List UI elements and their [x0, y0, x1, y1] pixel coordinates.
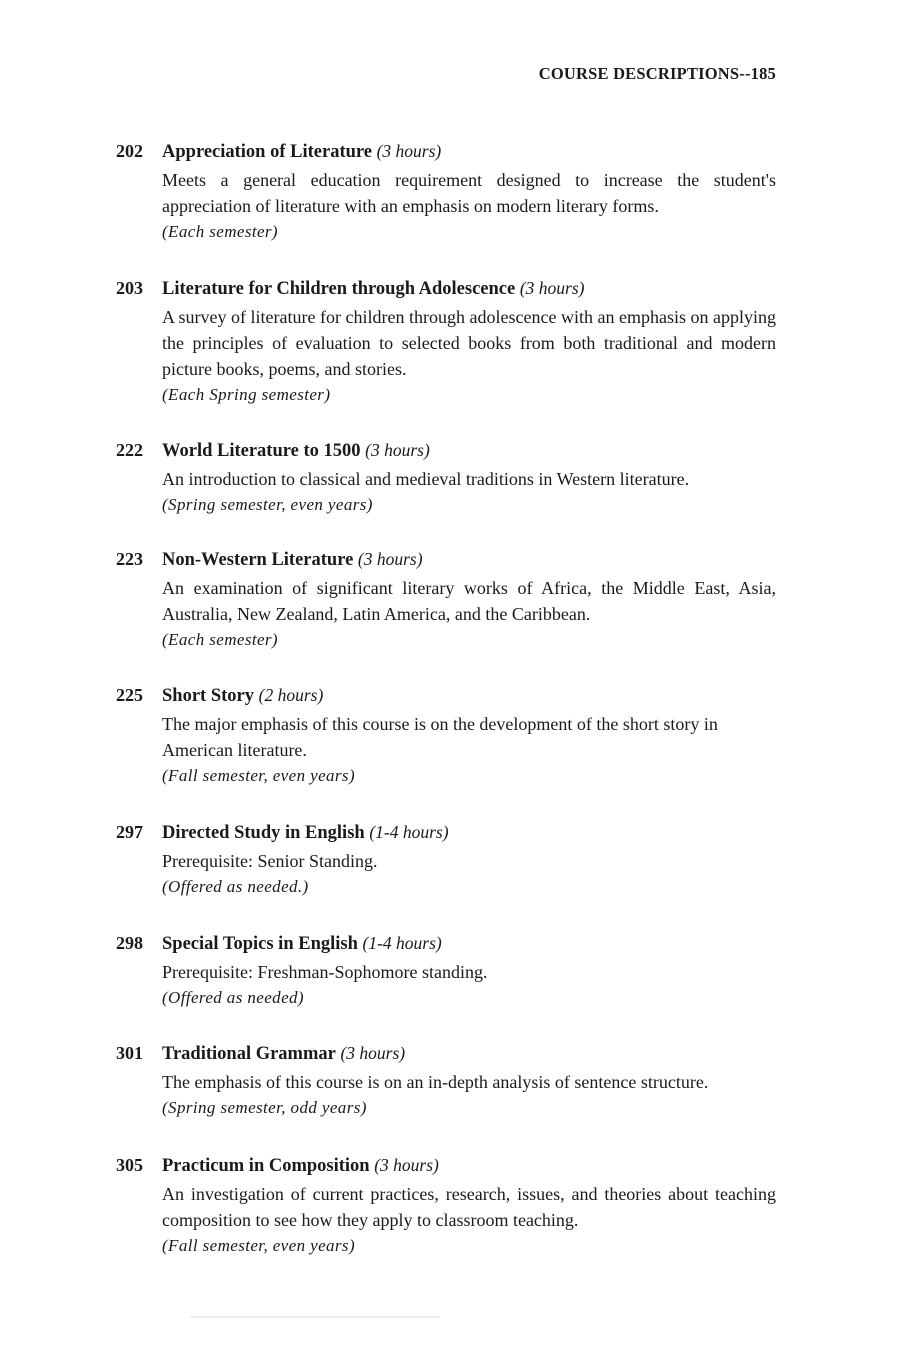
course-number: 223	[116, 549, 143, 569]
course-body	[162, 575, 776, 653]
course-schedule: (Spring semester, even years)	[162, 495, 373, 514]
course-description: The emphasis of this course is on an in-depth analysis of sentence structure.	[162, 1072, 709, 1092]
course-body	[162, 959, 776, 1011]
course-number: 225	[116, 685, 143, 705]
course-description: An examination of significant literary works of Africa, the Middle East, Asia, Australia, New Zealand, Latin America, and the Caribbean.	[162, 578, 776, 624]
course-hours: (3 hours)	[519, 278, 585, 298]
course-schedule: (Fall semester, even years)	[162, 766, 356, 785]
course-heading	[162, 440, 430, 462]
course-heading	[162, 1043, 405, 1065]
course-body	[162, 304, 776, 408]
course-number: 202	[116, 141, 143, 161]
course-heading	[162, 278, 584, 300]
page-header: COURSE DESCRIPTIONS--185	[538, 64, 776, 83]
course-title: Short Story	[162, 686, 254, 706]
course-heading	[162, 549, 423, 571]
course-heading	[162, 933, 442, 955]
course-body	[162, 466, 776, 518]
course-schedule: (Each Spring semester)	[162, 385, 331, 404]
course-hours: (3 hours)	[340, 1043, 406, 1063]
course-description: An investigation of current practices, research, issues, and theories about teaching composition to see how they apply to classroom teaching.	[162, 1184, 776, 1230]
course-description: Prerequisite: Senior Standing.	[162, 851, 378, 871]
course-number: 203	[116, 278, 143, 298]
course-schedule: (Offered as needed.)	[162, 877, 309, 896]
course-title: Practicum in Composition	[162, 1156, 370, 1176]
course-description: A survey of literature for children through adolescence with an emphasis on applying the principles of evaluation to selected books from both traditional and modern picture books, poems, and stories.	[162, 307, 776, 379]
course-title: Appreciation of Literature	[162, 142, 372, 162]
course-schedule: (Spring semester, odd years)	[162, 1098, 367, 1117]
course-body	[162, 1181, 776, 1259]
course-schedule: (Fall semester, even years)	[162, 1236, 356, 1255]
course-heading	[162, 685, 323, 707]
course-body	[162, 848, 776, 900]
course-body	[162, 711, 776, 789]
course-number: 222	[116, 440, 143, 460]
course-number: 305	[116, 1155, 143, 1175]
course-hours: (3 hours)	[357, 549, 423, 569]
course-title: Directed Study in English	[162, 823, 365, 843]
course-description: Meets a general education requirement designed to increase the student's appreciation of literature with an emphasis on modern literary forms.	[162, 170, 776, 216]
course-heading	[162, 1155, 439, 1177]
course-description: Prerequisite: Freshman-Sophomore standing.	[162, 962, 488, 982]
course-number: 297	[116, 822, 143, 842]
course-hours: (3 hours)	[374, 1155, 439, 1175]
footer-rule	[190, 1316, 440, 1318]
course-title: Traditional Grammar	[162, 1044, 336, 1064]
course-number: 301	[116, 1043, 143, 1063]
course-number: 298	[116, 933, 143, 953]
course-heading	[162, 141, 441, 163]
course-hours: (1-4 hours)	[362, 933, 442, 953]
course-description: The major emphasis of this course is on the development of the short story in American literature.	[162, 714, 718, 760]
course-body	[162, 1069, 776, 1121]
course-heading	[162, 822, 449, 844]
course-description: An introduction to classical and medieval traditions in Western literature.	[162, 469, 690, 489]
course-hours: (1-4 hours)	[369, 822, 449, 842]
course-schedule: (Each semester)	[162, 222, 278, 241]
course-schedule: (Each semester)	[162, 630, 278, 649]
course-body	[162, 167, 776, 245]
course-hours: (3 hours)	[365, 440, 430, 460]
course-title: Literature for Children through Adolescence	[162, 279, 516, 299]
course-title: Non-Western Literature	[162, 550, 354, 570]
course-hours: (2 hours)	[258, 685, 324, 705]
course-title: World Literature to 1500	[162, 441, 361, 461]
course-hours: (3 hours)	[376, 141, 442, 161]
course-schedule: (Offered as needed)	[162, 988, 304, 1007]
course-title: Special Topics in English	[162, 934, 358, 954]
